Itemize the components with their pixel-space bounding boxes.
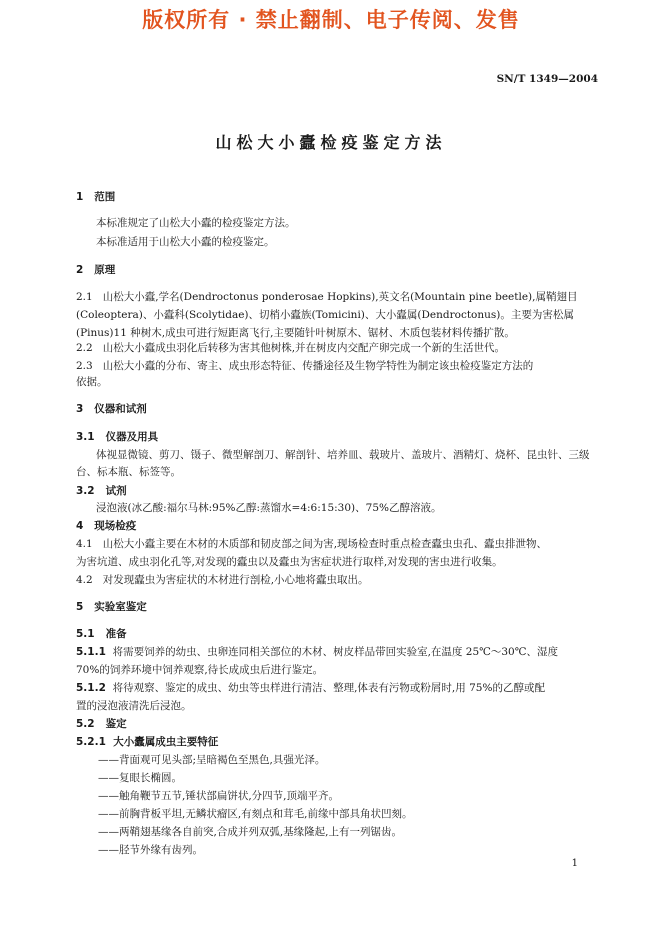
clause-title: 试剂 <box>105 485 127 497</box>
section-title: 原理 <box>94 264 116 276</box>
clause-text-line: (Pinus)11 种树木,成虫可进行短距离飞行,主要随针叶树原木、锯材、木质包装材料传播扩散。 <box>76 327 515 339</box>
section-title: 仪器和试剂 <box>94 403 147 415</box>
clause-text-line: 浸泡液(冰乙酸:福尔马林:95%乙醇:蒸馏水=4:6:15:30)、75%乙醇溶液。 <box>96 502 442 514</box>
clause-4-1 <box>76 537 547 551</box>
feature-item: ——背面观可见头部;呈暗褐色至黑色,具强光泽。 <box>98 754 326 766</box>
clause-2-3 <box>76 359 533 373</box>
clause-number: 5.1.2 <box>76 682 106 694</box>
clause-number: 3.2 <box>76 485 95 497</box>
section-title: 范围 <box>94 191 116 203</box>
clause-text: 对发现蠹虫为害症状的木材进行剖检,小心地将蠹虫取出。 <box>102 574 369 586</box>
page-number: 1 <box>571 858 578 869</box>
section-5-heading <box>76 600 147 614</box>
clause-title: 仪器及用具 <box>105 431 159 443</box>
feature-item: ——两鞘翅基缘各自前突,合成并列双弧,基缘隆起,上有一列锯齿。 <box>98 826 403 838</box>
clause-2-1 <box>76 290 577 304</box>
paragraph: 本标准规定了山松大小蠹的检疫鉴定方法。 <box>96 217 296 229</box>
section-2-heading <box>76 263 115 277</box>
clause-title: 准备 <box>105 628 127 640</box>
clause-text: 将需要饲养的幼虫、虫卵连同相关部位的木材、树皮样品带回实验室,在温度 25℃～30℃、湿度 <box>112 646 558 658</box>
clause-text-line: 置的浸泡液清洗后浸泡。 <box>76 700 192 712</box>
clause-5-1-1 <box>76 645 558 659</box>
clause-title: 大小蠹属成虫主要特征 <box>113 736 219 748</box>
clause-text: 山松大小蠹的分布、寄主、成虫形态特征、传播途径及生物学特性为制定该虫检疫鉴定方法的 <box>102 360 534 372</box>
clause-number: 5.2 <box>76 718 95 730</box>
clause-number: 4.2 <box>76 574 93 586</box>
clause-text-line: (Coleoptera)、小蠹科(Scolytidae)、切梢小蠹族(Tomicini)、大小蠹属(Dendroctonus)。主要为害松属 <box>76 309 574 321</box>
clause-number: 4.1 <box>76 538 93 550</box>
feature-item: ——前胸背板平坦,无鳞状瘤区,有刻点和茸毛,前缘中部具角状凹刻。 <box>98 808 413 820</box>
clause-number: 5.2.1 <box>76 736 106 748</box>
clause-text-line: 70%的饲养环境中饲养观察,待长成成虫后进行鉴定。 <box>76 664 324 676</box>
clause-2-2 <box>76 341 505 355</box>
clause-5-1-2 <box>76 681 545 695</box>
feature-item: ——触角鞭节五节,锤状部扁饼状,分四节,顶端平齐。 <box>98 790 340 802</box>
section-3-heading <box>76 402 147 416</box>
standard-code: SN/T 1349—2004 <box>496 73 598 85</box>
clause-number: 2.1 <box>76 291 93 303</box>
section-number: 3 <box>76 403 84 415</box>
clause-text: 山松大小蠹成虫羽化后转移为害其他树株,并在树皮内交配产卵完成一个新的生活世代。 <box>102 342 506 354</box>
section-number: 2 <box>76 264 84 276</box>
clause-text-line: 为害坑道、成虫羽化孔等,对发现的蠹虫以及蠹虫为害症状进行取样,对发现的害虫进行收集。 <box>76 556 503 568</box>
section-number: 5 <box>76 601 84 613</box>
clause-text: 将待观察、鉴定的成虫、幼虫等虫样进行清洁、整理,体表有污物或粉屑时,用 75%的乙醇或配 <box>112 682 545 694</box>
document-title: 山松大小蠹检疫鉴定方法 <box>215 133 447 152</box>
section-1-heading <box>76 190 115 204</box>
feature-item: ——复眼长椭圆。 <box>98 772 182 784</box>
clause-number: 2.3 <box>76 360 93 372</box>
clause-text: 山松大小蠹主要在木材的木质部和韧皮部之间为害,现场检查时重点检查蠹虫虫孔、蠹虫排泄物、 <box>102 538 548 550</box>
section-title: 实验室鉴定 <box>94 601 147 613</box>
clause-text-line: 台、标本瓶、标签等。 <box>76 466 181 478</box>
clause-text-line: 依据。 <box>76 376 108 388</box>
clause-5-1-heading <box>76 627 127 641</box>
feature-item: ——胫节外缘有齿列。 <box>98 844 203 856</box>
clause-text-line: 体视显微镜、剪刀、镊子、微型解剖刀、解剖针、培养皿、载玻片、盖玻片、酒精灯、烧杯、昆虫针、三级 <box>96 449 590 461</box>
clause-number: 2.2 <box>76 342 93 354</box>
section-number: 1 <box>76 191 84 203</box>
paragraph: 本标准适用于山松大小蠹的检疫鉴定。 <box>96 236 275 248</box>
clause-5-2-1-heading <box>76 735 218 749</box>
clause-3-2-heading <box>76 484 127 498</box>
section-number: 4 <box>76 520 84 532</box>
section-4-heading <box>76 519 136 533</box>
clause-4-2 <box>76 573 369 587</box>
section-title: 现场检疫 <box>94 520 137 532</box>
clause-number: 5.1 <box>76 628 95 640</box>
clause-text: 山松大小蠹,学名(Dendroctonus ponderosae Hopkins),英文名(Mountain pine beetle),属鞘翅目 <box>102 291 578 303</box>
copyright-watermark: 版权所有 · 禁止翻制、电子传阅、发售 <box>142 8 520 32</box>
clause-3-1-heading <box>76 430 158 444</box>
clause-number: 3.1 <box>76 431 95 443</box>
clause-title: 鉴定 <box>105 718 127 730</box>
clause-number: 5.1.1 <box>76 646 106 658</box>
clause-5-2-heading <box>76 717 127 731</box>
